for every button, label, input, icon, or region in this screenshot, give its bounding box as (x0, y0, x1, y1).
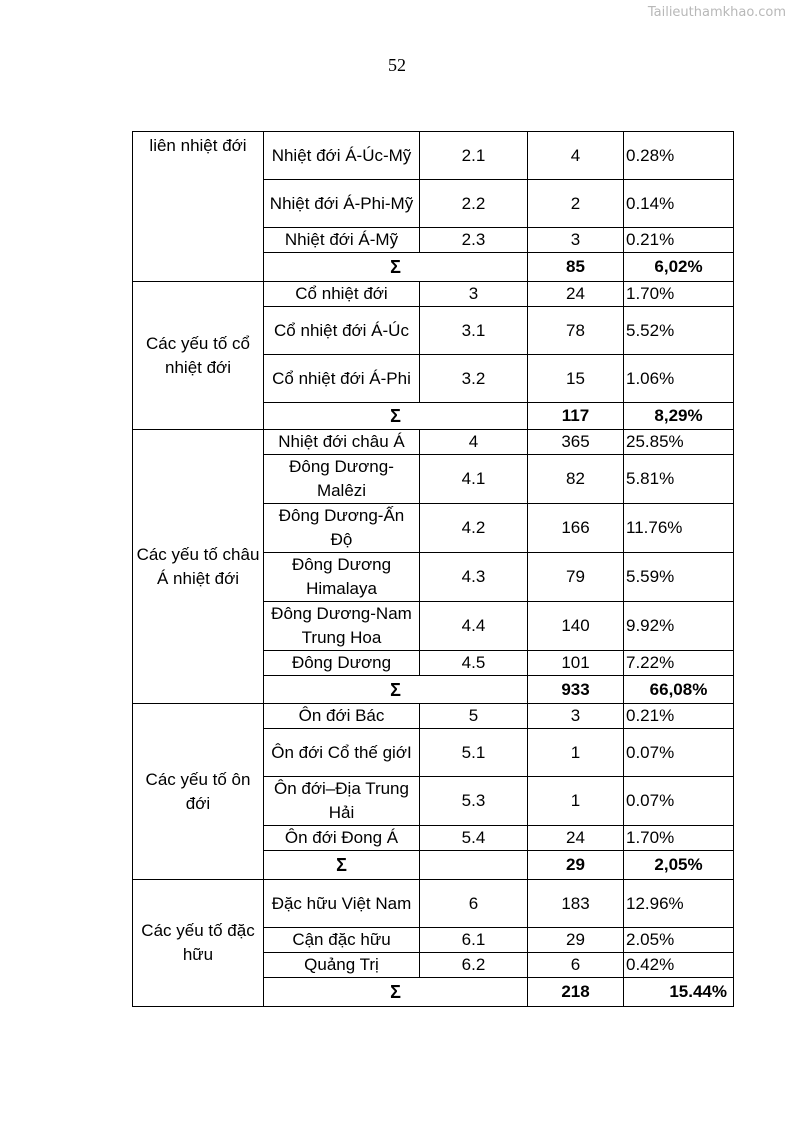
element-code: 4.1 (420, 455, 528, 504)
species-count: 15 (528, 355, 624, 403)
element-code: 3.2 (420, 355, 528, 403)
total-percent: 15.44% (624, 978, 734, 1007)
element-code: 6.2 (420, 953, 528, 978)
element-code: 5.4 (420, 826, 528, 851)
table-row (133, 430, 734, 455)
sigma-symbol: Σ (264, 978, 528, 1007)
element-name: Đặc hữu Việt Nam (264, 880, 420, 928)
element-code: 5 (420, 704, 528, 729)
total-percent: 2,05% (624, 851, 734, 880)
species-count: 24 (528, 826, 624, 851)
total-count: 85 (528, 253, 624, 282)
total-count: 29 (528, 851, 624, 880)
species-percent: 1.70% (624, 826, 734, 851)
species-percent: 0.07% (624, 777, 734, 826)
group-label: Các yếu tố cổ nhiệt đới (133, 282, 264, 430)
element-code: 4.5 (420, 651, 528, 676)
element-code: 5.3 (420, 777, 528, 826)
total-percent: 6,02% (624, 253, 734, 282)
element-name: Nhiệt đới Á-Mỹ (264, 228, 420, 253)
element-name: Ôn đới Đong Á (264, 826, 420, 851)
species-count: 3 (528, 704, 624, 729)
species-percent: 0.42% (624, 953, 734, 978)
species-count: 78 (528, 307, 624, 355)
total-percent: 66,08% (624, 676, 734, 704)
element-code: 3.1 (420, 307, 528, 355)
species-count: 82 (528, 455, 624, 504)
species-percent: 0.28% (624, 132, 734, 180)
element-code: 4.2 (420, 504, 528, 553)
floristic-elements-table (132, 131, 734, 1007)
element-code: 6 (420, 880, 528, 928)
species-count: 4 (528, 132, 624, 180)
element-name: Ôn đới Cổ thế giớI (264, 729, 420, 777)
table-row (133, 132, 734, 180)
species-count: 183 (528, 880, 624, 928)
species-percent: 5.81% (624, 455, 734, 504)
species-count: 29 (528, 928, 624, 953)
species-percent: 1.70% (624, 282, 734, 307)
species-count: 6 (528, 953, 624, 978)
element-name: Đông Dương-Malêzi (264, 455, 420, 504)
element-code: 4.3 (420, 553, 528, 602)
species-percent: 12.96% (624, 880, 734, 928)
element-name: Đông Dương-Ấn Độ (264, 504, 420, 553)
group-label: liên nhiệt đới (133, 132, 264, 282)
species-count: 1 (528, 729, 624, 777)
element-name: Nhiệt đới Á-Phi-Mỹ (264, 180, 420, 228)
species-percent: 0.14% (624, 180, 734, 228)
group-label: Các yếu tố đặc hữu (133, 880, 264, 1007)
group-label: Các yếu tố châu Á nhiệt đới (133, 430, 264, 704)
species-percent: 9.92% (624, 602, 734, 651)
species-percent: 11.76% (624, 504, 734, 553)
element-code: 5.1 (420, 729, 528, 777)
species-percent: 0.07% (624, 729, 734, 777)
element-name: Cổ nhiệt đới (264, 282, 420, 307)
species-percent: 2.05% (624, 928, 734, 953)
species-percent: 0.21% (624, 704, 734, 729)
group-label: Các yếu tố ôn đới (133, 704, 264, 880)
element-name: Quảng Trị (264, 953, 420, 978)
element-name: Đông Dương Himalaya (264, 553, 420, 602)
species-count: 101 (528, 651, 624, 676)
sigma-symbol: Σ (264, 403, 528, 430)
element-name: Nhiệt đới Á-Úc-Mỹ (264, 132, 420, 180)
element-name: Ôn đới–Địa Trung Hải (264, 777, 420, 826)
element-code: 4 (420, 430, 528, 455)
element-code: 4.4 (420, 602, 528, 651)
species-percent: 7.22% (624, 651, 734, 676)
sigma-symbol: Σ (264, 851, 420, 880)
element-code: 2.1 (420, 132, 528, 180)
empty-cell (420, 851, 528, 880)
sigma-symbol: Σ (264, 253, 528, 282)
table-row (133, 880, 734, 928)
element-name: Nhiệt đới châu Á (264, 430, 420, 455)
element-name: Đông Dương-Nam Trung Hoa (264, 602, 420, 651)
table-row (133, 282, 734, 307)
species-count: 3 (528, 228, 624, 253)
species-count: 24 (528, 282, 624, 307)
element-code: 2.3 (420, 228, 528, 253)
element-name: Cổ nhiệt đới Á-Úc (264, 307, 420, 355)
sigma-symbol: Σ (264, 676, 528, 704)
species-percent: 0.21% (624, 228, 734, 253)
species-count: 1 (528, 777, 624, 826)
species-count: 365 (528, 430, 624, 455)
total-count: 117 (528, 403, 624, 430)
element-name: Ôn đới Bác (264, 704, 420, 729)
table-row (133, 704, 734, 729)
element-name: Đông Dương (264, 651, 420, 676)
species-percent: 5.52% (624, 307, 734, 355)
total-count: 933 (528, 676, 624, 704)
species-count: 166 (528, 504, 624, 553)
element-name: Cổ nhiệt đới Á-Phi (264, 355, 420, 403)
element-code: 3 (420, 282, 528, 307)
species-count: 79 (528, 553, 624, 602)
element-code: 6.1 (420, 928, 528, 953)
total-count: 218 (528, 978, 624, 1007)
total-percent: 8,29% (624, 403, 734, 430)
species-percent: 25.85% (624, 430, 734, 455)
species-count: 140 (528, 602, 624, 651)
species-count: 2 (528, 180, 624, 228)
element-name: Cận đặc hữu (264, 928, 420, 953)
species-percent: 5.59% (624, 553, 734, 602)
watermark: Tailieuthamkhao.com (647, 5, 786, 20)
species-percent: 1.06% (624, 355, 734, 403)
page-number: 52 (388, 55, 406, 75)
element-code: 2.2 (420, 180, 528, 228)
